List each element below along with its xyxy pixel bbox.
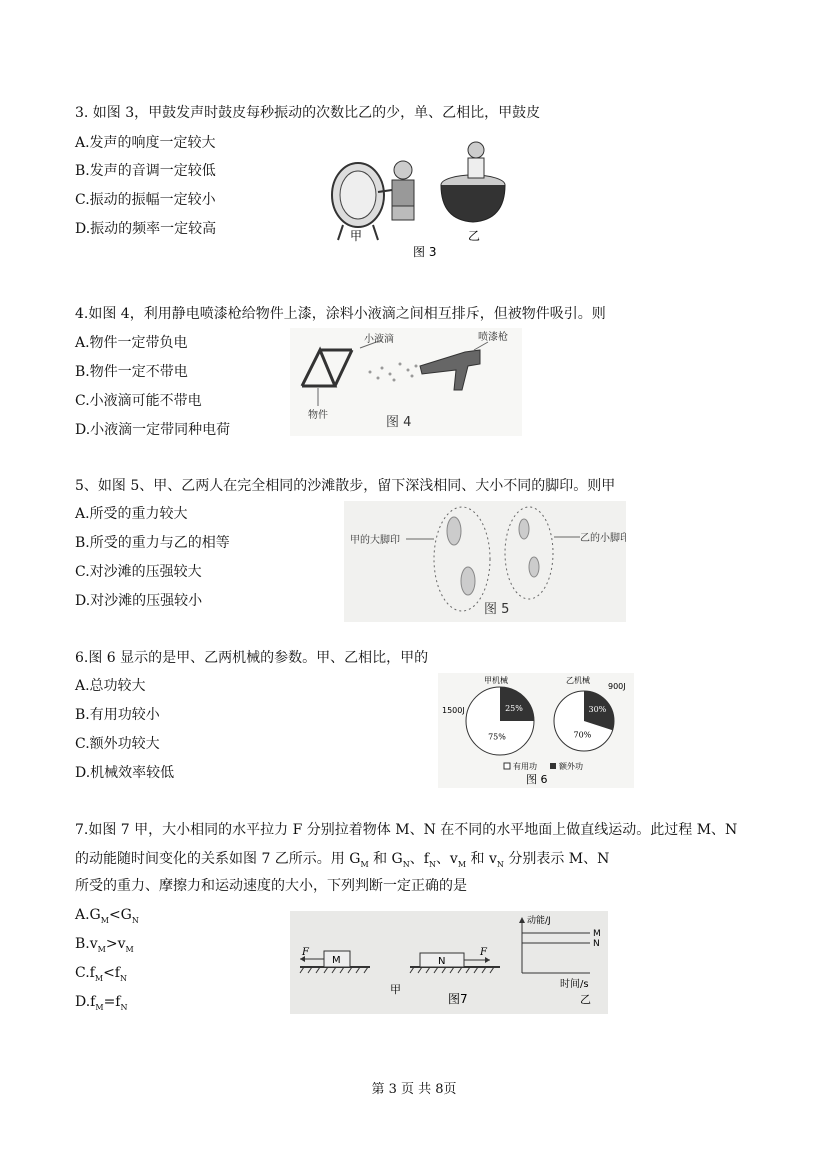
q7-option-d: $D.f_M=f_N$ <box>75 994 128 1012</box>
question-4-stem: 4.如图 4，利用静电喷漆枪给物件上漆，涂料小液滴之间相互排斥，但被物件吸引。则 <box>75 306 606 322</box>
q5-option-b: B.所受的重力与乙的相等 <box>75 535 230 551</box>
question-7-stem-line3: 所受的重力、摩擦力和运动速度的大小，下列判断一定正确的是 <box>75 878 467 894</box>
q4-option-a: A.物件一定带负电 <box>75 335 188 351</box>
q3-option-c: C.振动的振幅一定较小 <box>75 192 216 208</box>
fig7-part-a: 甲 <box>390 983 401 996</box>
q7-option-b: $B.v_M>v_M$ <box>75 936 134 954</box>
q4-option-b: B.物件一定不带电 <box>75 364 188 380</box>
fig4-droplet-label: 小液滴 <box>364 334 394 345</box>
fig5-caption: 图 5 <box>484 602 510 617</box>
fig7-line-n: N <box>593 939 600 949</box>
pie-chart-a <box>466 687 534 755</box>
figure-7-motion <box>290 911 608 1014</box>
question-7-stem-line2: 的动能随时间变化的关系如图 7 乙所示。用 $G_M$ 和 $G_N$、$f_N$、$v_M$ 和 $v_N$ 分别表示 M、N <box>75 851 610 869</box>
fig6-pie-a-total: 1500J <box>442 706 465 715</box>
fig6-legend-extra: 额外功 <box>559 762 583 771</box>
pie-chart-b <box>554 691 614 751</box>
q6-option-a: A.总功较大 <box>75 678 146 694</box>
fig7-line-m: M <box>593 929 601 939</box>
fig7-block-m: M <box>332 955 341 966</box>
q3-option-d: D.振动的频率一定较高 <box>75 221 217 237</box>
question-5-stem: 5、如图 5、甲、乙两人在完全相同的沙滩散步，留下深浅相同、大小不同的脚印。则甲 <box>75 478 616 494</box>
fig3-caption: 图 3 <box>413 245 437 259</box>
pie-a-useful-label: 75% <box>488 732 506 742</box>
pie-a-extra-label: 25% <box>505 703 523 713</box>
q5-option-c: C.对沙滩的压强较大 <box>75 564 202 580</box>
fig6-pie-b-title: 乙机械 <box>566 676 590 685</box>
q6-option-b: B.有用功较小 <box>75 707 160 723</box>
figure-4-spray-gun <box>290 328 522 436</box>
fig3-right-label: 乙 <box>468 229 481 243</box>
question-7-stem-line1: 7.如图 7 甲，大小相同的水平拉力 F 分别拉着物体 M、N 在不同的水平地面上做直线运动。此过程 M、N <box>75 822 738 838</box>
q7-option-c: $C.f_M<f_N$ <box>75 965 127 983</box>
q5-option-d: D.对沙滩的压强较小 <box>75 593 203 609</box>
fig5-left-label: 甲的大脚印 <box>350 535 400 546</box>
q4-option-d: D.小液滴一定带同种电荷 <box>75 422 231 438</box>
fig7-force-right: F <box>480 947 487 958</box>
fig7-part-b: 乙 <box>580 993 591 1006</box>
fig4-gun-label: 喷漆枪 <box>478 332 508 343</box>
fig6-pie-a-title: 甲机械 <box>484 676 508 685</box>
q3-option-b: B.发声的音调一定较低 <box>75 163 216 179</box>
fig7-block-n: N <box>438 956 446 967</box>
fig6-caption: 图 6 <box>526 773 548 786</box>
question-3-stem: 3. 如图 3，甲鼓发声时鼓皮每秒振动的次数比乙的少，单、乙相比，甲鼓皮 <box>75 105 541 121</box>
fig7-ylabel: 动能/J <box>527 916 551 926</box>
fig6-legend-useful: 有用功 <box>513 762 537 771</box>
q6-option-c: C.额外功较大 <box>75 736 160 752</box>
q6-option-d: D.机械效率较低 <box>75 765 175 781</box>
fig5-right-label: 乙的小脚印 <box>580 533 626 544</box>
fig4-caption: 图 4 <box>386 415 412 430</box>
figure-5-footprints <box>344 501 626 622</box>
question-6-stem: 6.图 6 显示的是甲、乙两机械的参数。甲、乙相比，甲的 <box>75 650 429 666</box>
fig7-xlabel: 时间/s <box>560 979 589 990</box>
q5-option-a: A.所受的重力较大 <box>75 506 188 522</box>
q3-option-a: A.发声的响度一定较大 <box>75 135 216 151</box>
figure-6-pie-charts <box>438 673 634 788</box>
figure-3-drums <box>318 140 540 262</box>
pie-b-extra-label: 30% <box>588 705 607 714</box>
fig4-object-label: 物件 <box>308 410 328 421</box>
fig6-pie-b-total: 900J <box>608 682 626 691</box>
fig7-caption: 图7 <box>448 992 468 1006</box>
fig7-force-left: F <box>302 947 309 958</box>
q4-option-c: C.小液滴可能不带电 <box>75 393 202 409</box>
q7-option-a: $A.G_M<G_N$ <box>75 907 139 925</box>
pie-b-useful-label: 70% <box>573 730 592 740</box>
fig3-left-label: 甲 <box>350 229 363 243</box>
page-footer: 第 3 页 共 8页 <box>371 1082 457 1097</box>
